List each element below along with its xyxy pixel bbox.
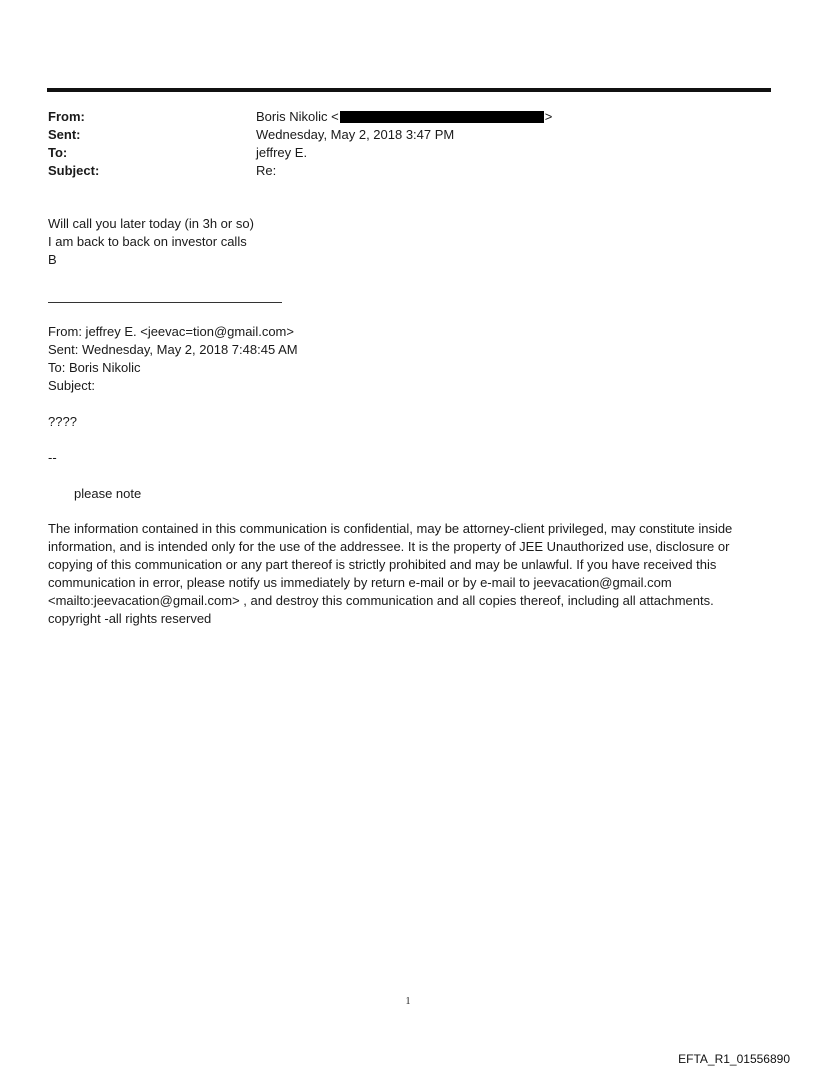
from-value (256, 108, 552, 126)
body-line: I am back to back on investor calls (48, 234, 247, 249)
subject-label: Subject: (48, 163, 100, 178)
please-note: please note (74, 486, 142, 501)
body-line: Will call you later today (in 3h or so) (48, 216, 254, 231)
to-value: jeffrey E. (256, 145, 308, 160)
email-header (48, 108, 748, 180)
to-row (48, 144, 748, 162)
sent-row (48, 126, 748, 144)
from-row (48, 108, 748, 126)
from-name: Boris Nikolic < (256, 109, 339, 124)
quoted-subject: Subject: (48, 378, 95, 393)
quoted-header (48, 323, 298, 395)
to-label: To: (48, 145, 68, 160)
subject-row (48, 162, 748, 180)
from-close: > (544, 109, 553, 124)
subject-value: Re: (256, 163, 277, 178)
sent-label: Sent: (48, 127, 81, 142)
top-rule (47, 88, 771, 92)
quoted-body: ???? (48, 414, 77, 429)
message-body (48, 215, 254, 269)
document-id: EFTA_R1_01556890 (678, 1052, 790, 1066)
confidentiality-disclaimer: The information contained in this communication is confidential, may be attorney-client privileged, may constitute inside information, and is intended only for the use of the addressee. It is the property of JEE Unauthorized use, disclosure or copying of this communication or any part thereof is strictly prohibited and may be unlawful. If you have received this communication in error, please notify us immediately by return e-mail or by e-mail to jeevacation@gmail.com <mailto:jeevacation@gmail.com> , and destroy this communication and all copies thereof, including all attachments. copyright -all rights reserved (48, 521, 733, 626)
body-line: B (48, 252, 57, 267)
sent-value: Wednesday, May 2, 2018 3:47 PM (256, 127, 455, 142)
from-label: From: (48, 109, 85, 124)
quoted-sent: Sent: Wednesday, May 2, 2018 7:48:45 AM (48, 342, 298, 357)
page-number: 1 (405, 996, 411, 1007)
reply-divider (48, 302, 282, 303)
signature-dash: -- (48, 450, 57, 465)
quoted-from: From: jeffrey E. <jeevac=tion@gmail.com> (48, 324, 294, 339)
quoted-to: To: Boris Nikolic (48, 360, 141, 375)
redaction-bar (340, 111, 544, 123)
